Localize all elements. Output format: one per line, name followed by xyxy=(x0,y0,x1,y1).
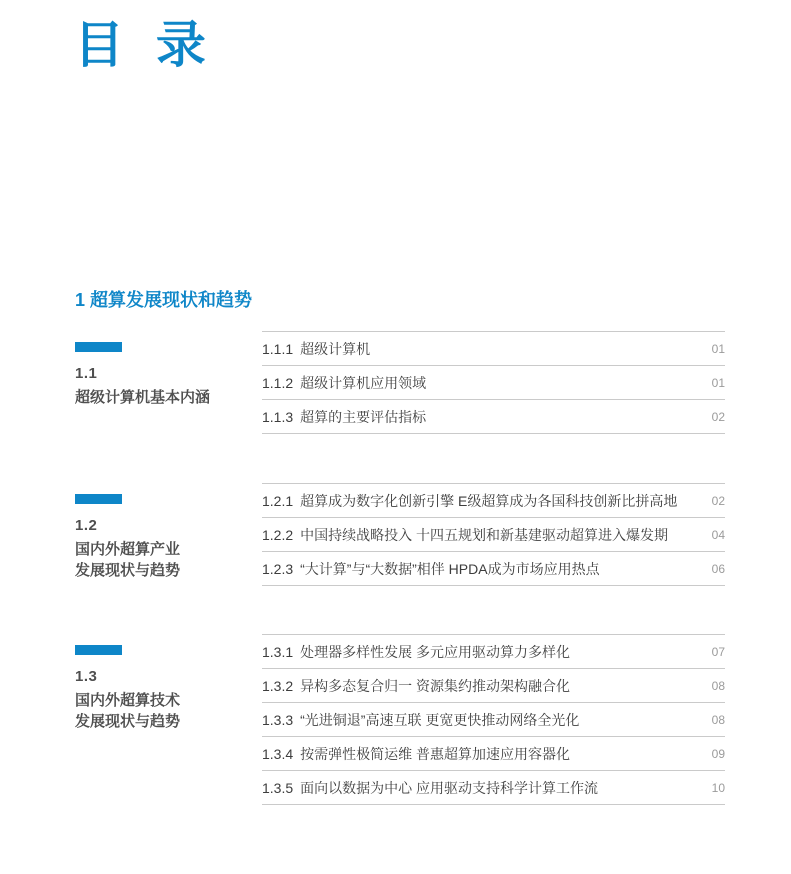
toc-entry-label xyxy=(262,407,426,427)
toc-entry[interactable] xyxy=(262,331,725,365)
group-label-1-1 xyxy=(75,342,250,408)
group-number: 1.2 xyxy=(75,517,98,534)
group-title xyxy=(75,690,250,732)
toc-entry-number: 1.1.1 xyxy=(262,340,294,357)
toc-entry[interactable] xyxy=(262,702,725,736)
toc-entry-text: 超级计算机应用领域 xyxy=(300,374,427,391)
toc-entry-text: 中国持续战略投入 十四五规划和新基建驱动超算进入爆发期 xyxy=(300,526,669,543)
group-marker-bar xyxy=(75,494,122,504)
group-title xyxy=(75,539,250,581)
toc-entry-number: 1.3.2 xyxy=(262,677,294,694)
toc-entry[interactable] xyxy=(262,634,725,668)
group-title xyxy=(75,387,250,408)
group-title-line: 发展现状与趋势 xyxy=(75,713,181,730)
toc-entry-label xyxy=(262,491,677,511)
toc-entry-label xyxy=(262,525,668,545)
toc-entry-label xyxy=(262,676,570,696)
toc-entry-page: 01 xyxy=(711,375,725,390)
toc-entry-page: 09 xyxy=(711,746,725,761)
group-title-line: 发展现状与趋势 xyxy=(75,562,181,579)
group-marker-bar xyxy=(75,645,122,655)
group-label-1-2 xyxy=(75,494,250,581)
group-number: 1.3 xyxy=(75,668,98,685)
toc-entry-number: 1.2.2 xyxy=(262,526,294,543)
toc-entry-label xyxy=(262,642,570,662)
toc-entry[interactable] xyxy=(262,517,725,551)
toc-entry-number: 1.2.3 xyxy=(262,560,294,577)
toc-entry-text: 异构多态复合归一 资源集约推动架构融合化 xyxy=(300,677,571,694)
toc-entry-page: 02 xyxy=(711,409,725,424)
toc-list-1-3 xyxy=(262,634,725,805)
toc-entry-page: 06 xyxy=(711,561,725,576)
toc-list-1-1 xyxy=(262,331,725,434)
toc-entry-label xyxy=(262,778,598,798)
toc-entry-text: 处理器多样性发展 多元应用驱动算力多样化 xyxy=(300,643,571,660)
toc-entry[interactable] xyxy=(262,399,725,433)
toc-entry[interactable] xyxy=(262,483,725,517)
toc-list-1-2 xyxy=(262,483,725,586)
toc-entry-text: 超算成为数字化创新引擎 E级超算成为各国科技创新比拼高地 xyxy=(300,492,678,509)
toc-entry-label xyxy=(262,710,579,730)
section-heading: 1 超算发展现状和趋势 xyxy=(75,290,253,310)
toc-entry-label xyxy=(262,559,600,579)
toc-entry-page: 08 xyxy=(711,712,725,727)
toc-entry[interactable] xyxy=(262,365,725,399)
page-title: 目 录 xyxy=(74,17,215,73)
toc-entry-page: 04 xyxy=(711,527,725,542)
toc-entry[interactable] xyxy=(262,736,725,770)
toc-entry-text: “大计算”与“大数据”相伴 HPDA成为市场应用热点 xyxy=(300,560,600,577)
toc-entry-text: 面向以数据为中心 应用驱动支持科学计算工作流 xyxy=(300,779,599,796)
toc-entry-number: 1.2.1 xyxy=(262,492,294,509)
toc-entry-label xyxy=(262,744,570,764)
toc-entry-page: 01 xyxy=(711,341,725,356)
toc-entry-label xyxy=(262,373,426,393)
toc-entry-number: 1.1.3 xyxy=(262,408,294,425)
toc-entry-number: 1.1.2 xyxy=(262,374,294,391)
group-number: 1.1 xyxy=(75,365,98,382)
group-title-line: 国内外超算技术 xyxy=(75,692,181,709)
toc-entry-page: 02 xyxy=(711,493,725,508)
toc-entry-text: 超级计算机 xyxy=(300,340,371,357)
toc-entry-number: 1.3.3 xyxy=(262,711,294,728)
group-title-line: 国内外超算产业 xyxy=(75,541,181,558)
group-marker-bar xyxy=(75,342,122,352)
toc-entry-page: 07 xyxy=(711,644,725,659)
toc-entry[interactable] xyxy=(262,668,725,702)
toc-entry-number: 1.3.1 xyxy=(262,643,294,660)
toc-entry-number: 1.3.4 xyxy=(262,745,294,762)
toc-entry-text: 超算的主要评估指标 xyxy=(300,408,427,425)
toc-entry-page: 08 xyxy=(711,678,725,693)
toc-entry-text: “光进铜退”高速互联 更宽更快推动网络全光化 xyxy=(300,711,580,728)
group-title-line: 超级计算机基本内涵 xyxy=(75,389,211,406)
toc-entry-page: 10 xyxy=(711,780,725,795)
toc-entry[interactable] xyxy=(262,770,725,804)
toc-entry[interactable] xyxy=(262,551,725,585)
toc-entry-number: 1.3.5 xyxy=(262,779,294,796)
group-label-1-3 xyxy=(75,645,250,732)
toc-entry-label xyxy=(262,339,370,359)
toc-entry-text: 按需弹性极简运维 普惠超算加速应用容器化 xyxy=(300,745,571,762)
